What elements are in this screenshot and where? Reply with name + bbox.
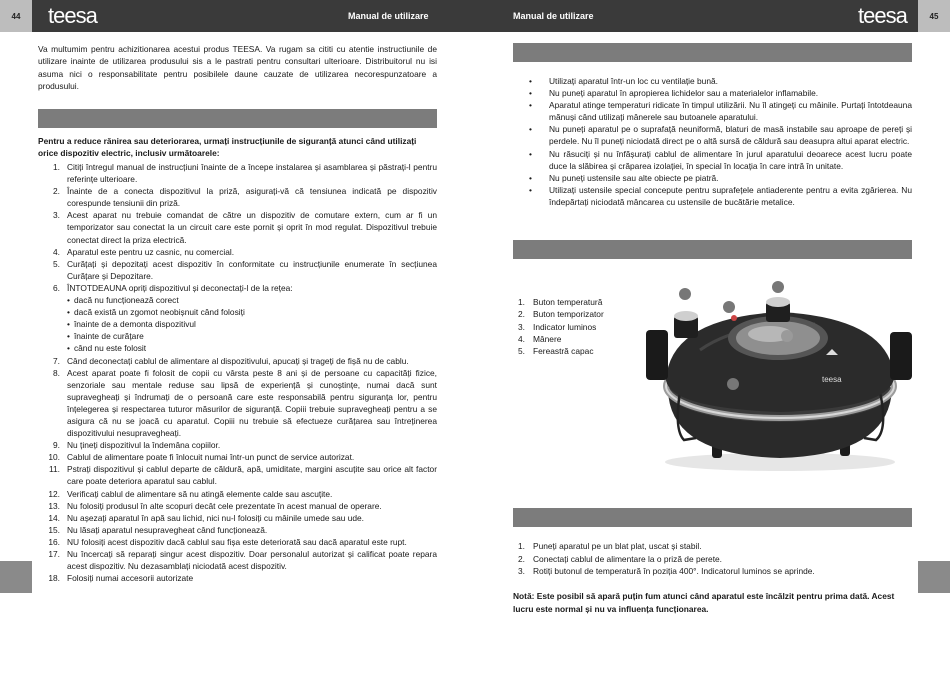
section-bar-components <box>513 240 912 259</box>
list-item: 8. Acest aparat poate fi folosit de copii cu vârsta peste 8 ani și de persoane cu capacități fizice, senzoriale sau mentale reduse sau lipsă de experiență și cunoștințe, numai dacă sunt supravegheați și îndrumați de o persoană care este responsabilă pentru siguranța lor, pentru înțelegerea și respectarea tuturor măsurilor de siguranță. Copiii trebuie supravegheați pentru a se asigura că nu se joacă cu aparatul. Copiii nu trebuie să efectueze curățarea sau întreținerea dispozitivului nesupravegheați. <box>53 367 437 439</box>
brand-logo-left: teesa <box>48 3 97 28</box>
list-item: 6. ÎNTOTDEAUNA opriți dispozitivul și deconectați-l de la rețea: • dacă nu funcționează corect • dacă există un zgomot neobișnuit când folosiți • înainte de a demonta dispozitivul • înainte de curățare • când nu este folosit <box>38 282 437 355</box>
list-item: 7. Când deconectați cablul de alimentare al dispozitivului, apucați și trageți de fișă nu de cablu. <box>53 355 409 366</box>
usage-list <box>513 540 912 578</box>
list-item: 4. Mânere <box>518 333 562 344</box>
header-title-left: Manual de utilizare <box>348 11 429 21</box>
list-item: 3. Indicator luminos <box>518 321 597 332</box>
list-item: 4. Aparatul este pentru uz casnic, nu comercial. <box>53 246 235 257</box>
header-title-right: Manual de utilizare <box>513 11 594 21</box>
safety-lead: Pentru a reduce rănirea sau deteriorarea, urmați instrucțiunile de siguranță atunci când utilizați orice dispozitiv electric, inclusiv următoarele: <box>38 136 417 159</box>
section-bar-safety <box>38 109 437 128</box>
safety-list <box>38 161 437 584</box>
section-bar-usage-rules <box>513 43 912 62</box>
sub-item: • dacă nu funcționează corect <box>67 294 437 306</box>
list-item: 1. Citiți întregul manual de instrucțiuni înainte de a începe instalarea și asamblarea și păstrați-l pentru referințe ulterioare. <box>53 162 437 185</box>
intro-paragraph: Va multumim pentru achizitionarea acestui produs TEESA. Va rugam sa cititi cu atentie instructiunile de utilizare inainte de utilizarea produsului sis a le pastrati pentru consultari ulterioare. Distribuitorul nu isi asuma nici o responsabilitate pentru posibilele daune cauzate de utilizarea necorespunzatoare a produsului. <box>38 44 437 92</box>
sub-item: • înainte de curățare <box>67 330 437 342</box>
list-item: 1. Puneți aparatul pe un blat plat, uscat și stabil. <box>518 541 702 551</box>
section-bar-first-use <box>513 508 912 527</box>
list-item: 10. Cablul de alimentare poate fi înlocuit numai într-un punct de service autorizat. <box>48 452 355 463</box>
list-item: • Nu puneți aparatul pe o suprafață neuniformă, blaturi de masă instabile sau aproape de pereți și perdele. Nu îl puneți niciodată direct pe o altă sursă de căldură sau deasupra altui aparat electric. <box>529 124 912 147</box>
list-item: 17. Nu încercați să reparați singur acest dispozitiv. Doar personalul autorizat și calificat poate repara acest dispozitiv. Nu dezasamblați niciodată acest dispozitiv. <box>48 549 437 572</box>
list-item: 5. Curățați și depozitați acest dispozitiv în conformitate cu instrucțiunile enumerate în secțiunea Curățare și Depozitare. <box>53 258 437 281</box>
page-number-right: 45 <box>918 0 950 32</box>
list-item: 15. Nu lăsați aparatul nesupravegheat când funcționează. <box>48 524 268 535</box>
parts-list <box>513 296 633 357</box>
sub-item: • când nu este folosit <box>67 342 437 354</box>
list-item: • Utilizați aparatul într-un loc cu ventilație bună. <box>529 76 718 86</box>
side-marker-left <box>0 561 32 593</box>
list-item: 2. Conectați cablul de alimentare la o priză de perete. <box>518 553 723 564</box>
list-item: 3. Rotiți butonul de temperatură în poziția 400°. Indicatorul luminos se aprinde. <box>518 566 815 577</box>
sub-list <box>67 294 437 354</box>
list-item: 5. Fereastră capac <box>518 346 594 357</box>
list-item: • Utilizați ustensile special concepute pentru suprafețele antiaderente pentru a evita zgârierea. Nu îndepărtați niciodată mâncarea cu ustensile de bucătărie metalice. <box>529 184 912 207</box>
list-item: 1. Buton temperatură <box>518 297 603 307</box>
pizza-oven-image <box>640 280 920 475</box>
page-number-left: 44 <box>0 0 32 32</box>
sub-item: • dacă există un zgomot neobișnuit când folosiți <box>67 306 437 318</box>
side-marker-right <box>918 561 950 593</box>
list-item: 12. Verificați cablul de alimentare să nu atingă elemente calde sau ascuțite. <box>48 488 333 499</box>
sub-item: • înainte de a demonta dispozitivul <box>67 318 437 330</box>
list-item: 14. Nu așezați aparatul în apă sau lichid, nici nu-l folosiți cu mâinile umede sau ude. <box>48 512 365 523</box>
list-item: 13. Nu folosiți produsul în alte scopuri decât cele prezentate în acest manual de operare. <box>48 500 382 511</box>
list-item: 2. Înainte de a conecta dispozitivul la priză, asigurați-vă că tensiunea indicată pe dispozitiv corespunde tensiunii din priză. <box>53 186 437 209</box>
list-item: • Nu puneți ustensile sau alte obiecte pe piatră. <box>529 172 719 183</box>
list-item: 2. Buton temporizator <box>518 309 604 320</box>
note-paragraph: Notă: Este posibil să apară puțin fum atunci când aparatul este încălzit pentru prima dată. Acest lucru este normal și nu va influența funcționarea. <box>513 591 895 614</box>
rules-list <box>513 75 912 208</box>
list-item: 11. Pstrați dispozitivul și cablul departe de căldură, apă, umiditate, margini ascuțite sau orice alt factor care poate deteriora aparatul sau cablul. <box>48 464 437 487</box>
list-item: • Nu răsuciți și nu înfășurați cablul de alimentare în jurul aparatului deoarece acest lucru poate duce la slăbirea și crăparea izolației, în special în locația în care intră în unitate. <box>529 148 912 171</box>
header-bar <box>0 0 950 32</box>
list-item: 3. Acest aparat nu trebuie comandat de către un dispozitiv de comutare extern, cum ar fi un temporizator sau conectat la un circuit care este pornit și oprit în mod regulat. Dispozitivul trebuie conectat direct la priza electrică. <box>53 210 437 245</box>
list-item: 18. Folosiți numai accesorii autorizate <box>48 573 194 584</box>
list-item: 9. Nu țineți dispozitivul la îndemâna copiilor. <box>53 440 221 451</box>
list-item: • Nu puneți aparatul în apropierea lichidelor sau a materialelor inflamabile. <box>529 88 819 99</box>
list-item: 16. NU folosiți acest dispozitiv dacă cablul sau fișa este deteriorată sau dacă aparatul este rupt. <box>48 536 407 547</box>
oven-brand-mark: teesa <box>822 375 842 384</box>
list-item: • Aparatul atinge temperaturi ridicate în timpul utilizării. Nu îl atingeți cu mâinile. Purtați întotdeauna mănuși când utilizați mânerele sau butoanele aparatului. <box>529 100 912 123</box>
brand-logo-right: teesa <box>858 3 907 28</box>
